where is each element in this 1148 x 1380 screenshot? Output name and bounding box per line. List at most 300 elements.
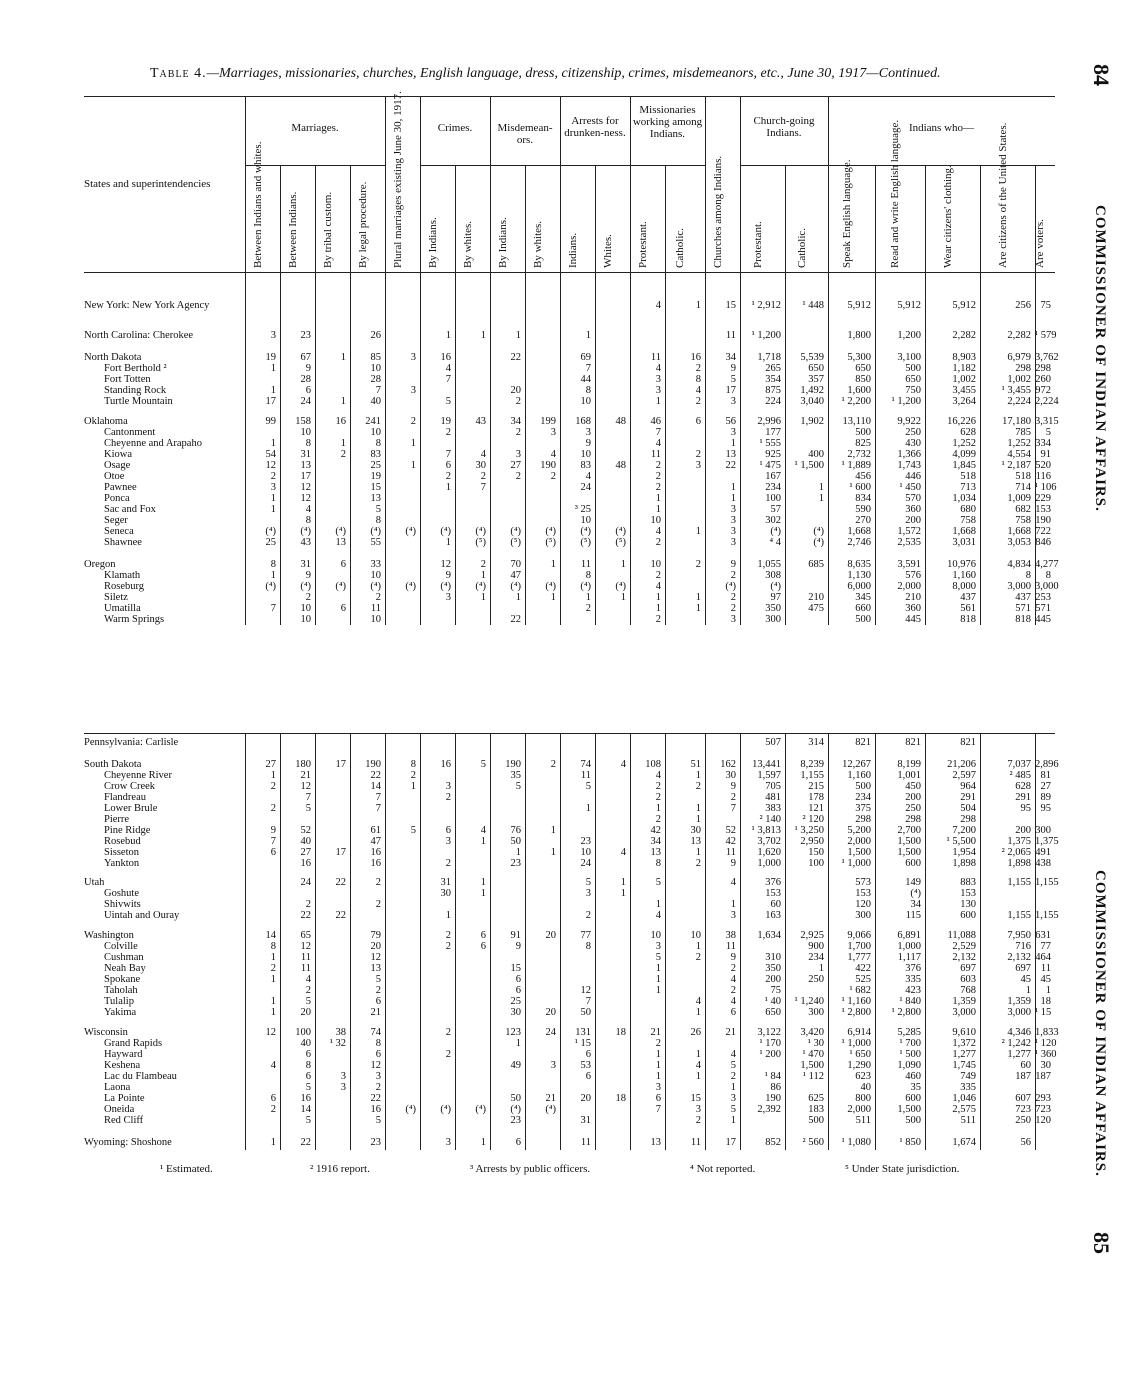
table-cell: 500 [808,1115,824,1126]
table-cell: 1 [620,592,626,603]
table-cell: 300 [1035,825,1051,836]
table-cell: 2 [445,792,451,803]
table-cell: 1 [695,1007,701,1018]
table-cell: 44 [580,374,591,385]
table-cell: 6 [305,1071,311,1082]
table-cell: 1,600 [847,385,871,396]
table-cell: 3 [445,836,451,847]
table-cell: 2 [445,1027,451,1038]
table-cell: 1 [695,814,701,825]
table-row [0,814,1148,825]
table-cell: 1 [270,974,276,985]
table-cell: 23 [300,330,311,341]
table-row [0,427,1148,438]
table-cell: 758 [960,515,976,526]
table-cell: 25 [265,537,276,548]
table-cell: 8 [695,374,701,385]
table-cell: 298 [855,814,871,825]
table-cell: 1 [585,803,591,814]
table-cell: 3 [730,910,736,921]
table-cell: 705 [765,781,781,792]
table-cell: 2 [730,792,736,803]
table-cell: 749 [960,1071,976,1082]
table-cell: 8 [375,1038,381,1049]
table-cell: 504 [960,803,976,814]
table-cell: 3 [270,482,276,493]
table-cell: 14 [300,1104,311,1115]
table-cell: ¹ 112 [802,1071,824,1082]
table-cell: 26 [370,330,381,341]
column-header-19: Wear citizens' clothing. [942,165,954,268]
table-cell: 4 [655,438,661,449]
row-label: Turtle Mountain [104,396,173,407]
table-cell: 456 [855,471,871,482]
table-cell: 481 [765,792,781,803]
column-header-9: By whites. [532,220,544,268]
table-cell: 2 [305,899,311,910]
table-cell: 2,700 [897,825,921,836]
table-cell: 20 [370,941,381,952]
table-cell: 19 [370,471,381,482]
table-cell: 34 [725,352,736,363]
table-cell: 8 [270,941,276,952]
table-cell: 1 [730,1115,736,1126]
table-cell: 2,282 [1007,330,1031,341]
table-cell: 38 [335,1027,346,1038]
table-cell: 1,252 [952,438,976,449]
table-cell: 8 [655,858,661,869]
table-cell: 723 [1035,1104,1051,1115]
table-cell: 623 [855,1071,871,1082]
table-cell: (⁵) [545,537,556,548]
table-cell: 24 [545,1027,556,1038]
table-cell: 5 [655,877,661,888]
row-label: Fort Totten [104,374,151,385]
table-cell: ² 560 [802,1137,824,1148]
table-cell: 21 [545,1093,556,1104]
table-cell: 11 [580,770,591,781]
table-cell: 376 [765,877,781,888]
table-cell: 716 [1015,941,1031,952]
table-row [0,858,1148,869]
row-label: Fort Berthold ² [104,363,167,374]
table-cell: 697 [960,963,976,974]
table-row [0,396,1148,407]
table-cell: 2 [445,941,451,952]
group-rule-church_going [740,165,828,166]
table-cell: 1,743 [897,460,921,471]
table-cell: 12 [370,952,381,963]
table-cell: ¹ 120 [1035,1038,1057,1049]
table-cell: 11 [580,1137,591,1148]
table-cell: 8 [270,559,276,570]
table-cell: 21 [650,1027,661,1038]
table-cell: 43 [475,416,486,427]
table-cell: ¹ 840 [899,996,921,1007]
table-cell: 1,359 [952,996,976,1007]
table-cell: 7 [375,385,381,396]
table-cell: ¹ 200 [759,1049,781,1060]
table-cell: 4 [655,300,661,311]
table-cell: 5 [1045,427,1051,438]
table-cell: 2,746 [847,537,871,548]
table-cell: ² 120 [802,814,824,825]
table-cell: 7 [655,1104,661,1115]
table-cell: 21 [725,1027,736,1038]
table-cell: 10 [370,427,381,438]
table-cell: 1 [695,1049,701,1060]
table-cell: 5,912 [847,300,871,311]
table-row [0,449,1148,460]
table-cell: 2,282 [952,330,976,341]
table-cell: 2 [695,396,701,407]
table-cell: 293 [1035,1093,1051,1104]
table-cell: 1,000 [757,858,781,869]
table-cell: 1,668 [1007,526,1031,537]
row-label: Crow Creek [104,781,156,792]
table-cell: 308 [765,570,781,581]
table-cell: ¹ 30 [807,1038,824,1049]
table-cell: 5 [730,1104,736,1115]
table-cell: ¹ 475 [759,460,781,471]
row-label: Osage [104,460,131,471]
table-cell: 190 [505,759,521,770]
table-cell: 26 [690,1027,701,1038]
table-cell: 4 [305,974,311,985]
table-cell: 2 [480,471,486,482]
group-header-crimes: Crimes. [437,122,473,134]
table-cell: 91 [1040,449,1051,460]
table-cell: 13 [335,537,346,548]
table-cell: 270 [855,515,871,526]
table-cell: 22 [370,770,381,781]
table-cell: 1,155 [1035,910,1059,921]
table-cell: 1,800 [847,330,871,341]
table-cell: 4 [695,1060,701,1071]
table-cell: ¹ 40 [764,996,781,1007]
table-cell: 2,529 [952,941,976,952]
table-cell: 34 [910,899,921,910]
table-cell: 5 [410,825,416,836]
table-row [0,581,1148,592]
table-cell: 34 [510,416,521,427]
table-cell: 437 [960,592,976,603]
table-cell: 6 [515,974,521,985]
table-cell: 83 [370,449,381,460]
table-row [0,471,1148,482]
row-label: Keshena [104,1060,141,1071]
column-header-18: Read and write English language. [889,119,901,268]
table-row [0,438,1148,449]
table-cell: 3 [515,449,521,460]
table-cell: 6 [270,1093,276,1104]
table-cell: 1,500 [847,847,871,858]
table-cell: 24 [580,858,591,869]
table-cell: 2 [655,814,661,825]
table-cell: 1,898 [952,858,976,869]
table-cell: 3 [585,427,591,438]
table-cell: 1,674 [952,1137,976,1148]
table-cell: 3 [445,592,451,603]
page-number-bottom: 85 [1089,1232,1114,1254]
table-row [0,416,1148,427]
table-cell: (⁴) [405,1104,416,1115]
table-cell: 130 [960,899,976,910]
table-cell: 5,539 [800,352,824,363]
table-cell: 628 [1015,781,1031,792]
table-cell: 6 [480,930,486,941]
table-row [0,1038,1148,1049]
table-cell: 47 [370,836,381,847]
table-row [0,792,1148,803]
table-cell: (⁴) [813,526,824,537]
row-label: South Dakota [84,759,142,770]
column-header-6: By Indians. [427,217,439,268]
row-label: Oneida [104,1104,135,1115]
table-cell: 1,372 [952,1038,976,1049]
table-cell: ¹ 3,455 [1001,385,1031,396]
table-cell: 722 [1035,526,1051,537]
table-cell: 6 [445,460,451,471]
table-cell: 1,375 [1007,836,1031,847]
table-cell: 7 [375,803,381,814]
table-cell: 17 [725,1137,736,1148]
table-cell: 360 [905,603,921,614]
table-cell: 9 [445,570,451,581]
table-cell: 150 [808,847,824,858]
table-title [150,66,1040,82]
table-cell: 47 [510,570,521,581]
column-header-7: By whites. [462,220,474,268]
table-cell: (⁴) [370,581,381,592]
table-cell: 1 [730,493,736,504]
table-cell: 464 [1035,952,1051,963]
table-cell: 2 [655,460,661,471]
table-cell: (⁴) [265,581,276,592]
table-cell: 445 [1035,614,1051,625]
table-cell: 11 [370,603,381,614]
table-cell: ¹ 1,240 [794,996,824,1007]
table-cell: 22 [300,910,311,921]
table-cell: ¹ 2,800 [891,1007,921,1018]
table-cell: 10 [580,847,591,858]
table-cell: 573 [855,877,871,888]
table-cell: 2 [655,482,661,493]
group-rule-missionaries [630,165,705,166]
table-cell: 40 [860,1082,871,1093]
table-cell: ¹ 3,813 [751,825,781,836]
table-cell: 625 [808,1093,824,1104]
table-cell: (⁴) [770,581,781,592]
table-cell: 153 [1035,504,1051,515]
table-cell: 6 [445,825,451,836]
table-cell: 91 [510,930,521,941]
column-header-1: Between Indians and whites. [252,141,264,268]
table-cell: 2 [550,471,556,482]
table-cell: ² 485 [1009,770,1031,781]
table-cell: 1,954 [952,847,976,858]
table-cell: 821 [905,737,921,748]
table-cell: ¹ 1,080 [841,1137,871,1148]
table-cell: 1,898 [1007,858,1031,869]
row-label: Roseburg [104,581,145,592]
table-cell: 500 [855,427,871,438]
table-cell: 187 [1035,1071,1051,1082]
table-cell: ¹ 15 [1035,1007,1052,1018]
row-label: Uintah and Ouray [104,910,180,921]
table-cell: 38 [725,930,736,941]
table-cell: 2 [515,396,521,407]
table-cell: 4 [730,1049,736,1060]
table-cell: 1,745 [952,1060,976,1071]
table-cell: 1 [655,974,661,985]
table-cell: 3,420 [800,1027,824,1038]
row-label: Seger [104,515,128,526]
table-cell: 1,046 [952,1093,976,1104]
table-cell: 1 [1025,985,1031,996]
table-cell: 19 [265,352,276,363]
row-label: Pine Ridge [104,825,151,836]
table-cell: 1 [270,1007,276,1018]
table-cell: 4,277 [1035,559,1059,570]
table-cell: 4,346 [1007,1027,1031,1038]
table-cell: 335 [960,1082,976,1093]
table-row [0,482,1148,493]
table-cell: 1 [695,1071,701,1082]
table-cell: 1 [730,482,736,493]
table-cell: 10 [370,363,381,374]
table-cell: 697 [1015,963,1031,974]
table-cell: (⁴) [510,1104,521,1115]
table-cell: 298 [960,814,976,825]
column-header-21: Are voters. [1034,219,1046,268]
table-cell: 631 [1035,930,1051,941]
table-cell: 6 [375,1049,381,1060]
table-cell: ¹ 5,500 [946,836,976,847]
table-cell: 600 [905,1093,921,1104]
table-cell: 187 [1015,1071,1031,1082]
table-cell: 17 [300,471,311,482]
table-cell: 2 [445,427,451,438]
table-cell: 821 [855,737,871,748]
row-label: Pennsylvania: Carlisle [84,737,179,748]
table-cell: 1 [818,482,824,493]
table-cell: 1 [730,1082,736,1093]
table-cell: (⁴) [545,526,556,537]
table-cell: 1 [480,877,486,888]
table-cell: 13 [370,963,381,974]
table-cell: ¹ 470 [802,1049,824,1060]
table-cell: 4 [445,363,451,374]
table-cell: 1 [515,592,521,603]
table-cell: (⁴) [300,581,311,592]
table-cell: 86 [770,1082,781,1093]
table-cell: 5 [375,974,381,985]
table-cell: 1 [270,570,276,581]
table-cell: 43 [300,537,311,548]
table-cell: 6 [340,559,346,570]
table-cell: 28 [300,374,311,385]
row-label: Oregon [84,559,116,570]
row-label: Sac and Fox [104,504,156,515]
table-cell: 1 [655,1071,661,1082]
table-cell: 6 [655,1093,661,1104]
table-cell: 607 [1015,1093,1031,1104]
table-cell: 571 [1035,603,1051,614]
table-cell: 149 [905,877,921,888]
table-cell: 4 [550,449,556,460]
table-cell: 13 [690,836,701,847]
table-cell: 115 [905,910,921,921]
column-header-11: Whites. [602,234,614,268]
table-cell: 3 [655,1082,661,1093]
table-cell: 22 [335,910,346,921]
table-cell: 52 [725,825,736,836]
table-cell: 1,777 [847,952,871,963]
table-cell: (⁴) [615,526,626,537]
row-label: Oklahoma [84,416,128,427]
table-cell: 2,000 [847,1104,871,1115]
table-cell: 2 [270,1104,276,1115]
table-cell: 5,912 [897,300,921,311]
table-cell: 1,359 [1007,996,1031,1007]
table-cell: 95 [1020,803,1031,814]
table-cell: 1 [655,985,661,996]
table-cell: 22 [300,1137,311,1148]
table-cell: 9 [305,363,311,374]
table-cell: 69 [580,352,591,363]
table-cell: 250 [905,427,921,438]
row-label: Lower Brule [104,803,158,814]
table-cell: 600 [960,910,976,921]
table-cell: 75 [770,985,781,996]
table-cell: 768 [960,985,976,996]
table-cell: 1 [1045,985,1051,996]
table-cell: 475 [808,603,824,614]
table-cell: 2 [695,858,701,869]
table-cell: 234 [765,482,781,493]
table-cell: 12 [300,493,311,504]
table-cell: 120 [855,899,871,910]
table-cell: 2,224 [1007,396,1031,407]
table-cell: 1 [655,603,661,614]
row-label: Standing Rock [104,385,167,396]
table-cell: 1,500 [897,836,921,847]
table-cell: 30 [725,770,736,781]
table-cell: 180 [295,759,311,770]
table-cell: 1,155 [1035,877,1059,888]
table-cell: 1 [445,330,451,341]
table-cell: 1 [655,803,661,814]
table-cell: 8,000 [952,581,976,592]
table-cell: (⁴) [370,526,381,537]
table-cell: 74 [370,1027,381,1038]
table-cell: 576 [905,570,921,581]
table-cell: 40 [300,836,311,847]
table-cell: 23 [510,858,521,869]
table-cell: 438 [1035,858,1051,869]
table-cell: 10 [580,396,591,407]
row-label: Grand Rapids [104,1038,163,1049]
table-cell: 1 [270,1137,276,1148]
table-cell: 13 [650,1137,661,1148]
table-cell: ¹ 1,200 [751,330,781,341]
table-cell: ² 140 [759,814,781,825]
table-cell: 25 [370,460,381,471]
table-cell: 16 [370,847,381,858]
table-cell: 5 [375,504,381,515]
table-cell: 1 [270,504,276,515]
